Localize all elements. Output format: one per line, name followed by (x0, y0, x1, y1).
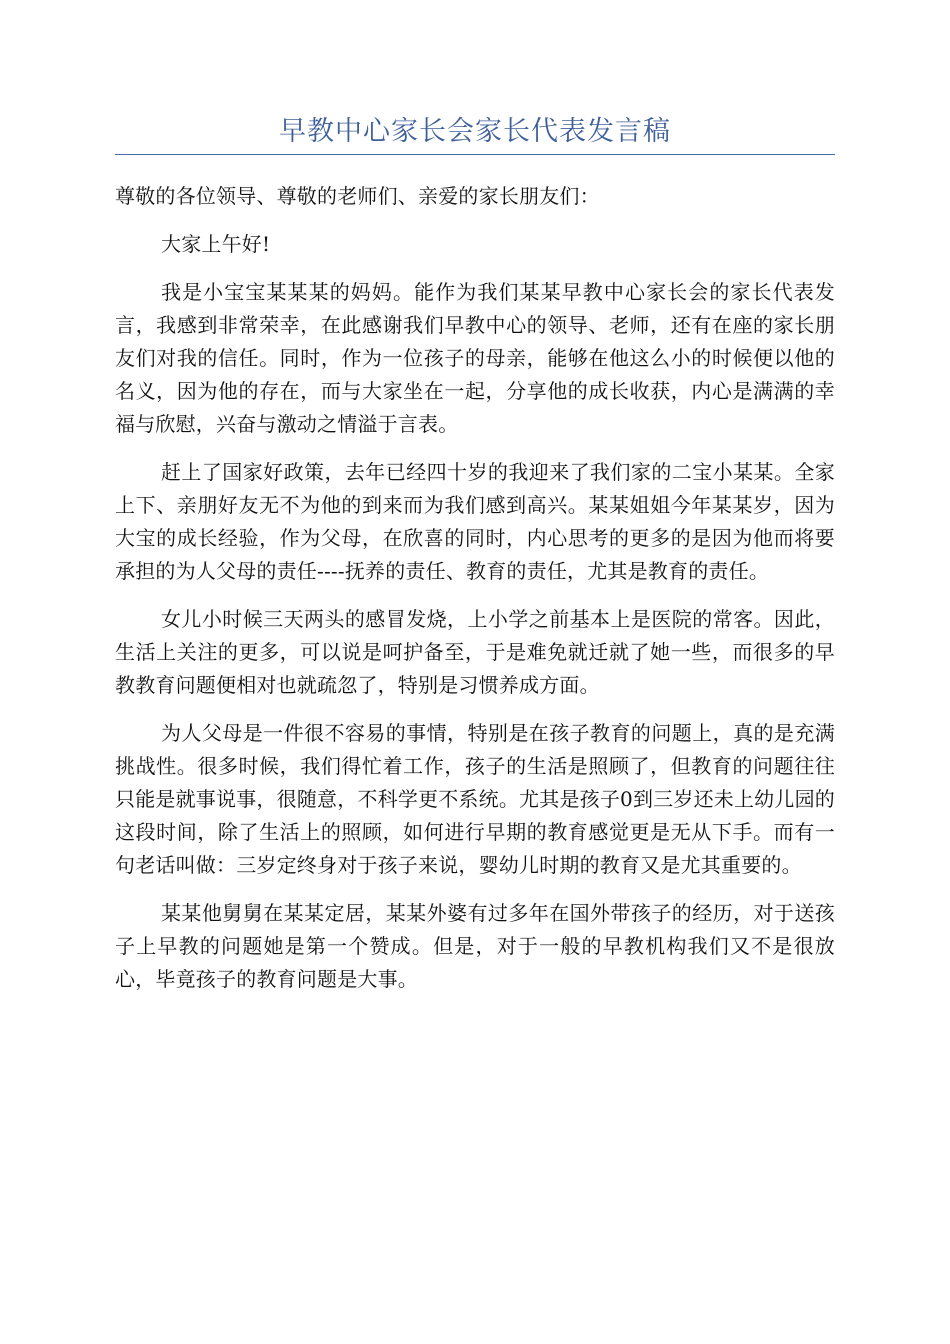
document-title: 早教中心家长会家长代表发言稿 (279, 116, 671, 147)
paragraph: 赶上了国家好政策，去年已经四十岁的我迎来了我们家的二宝小某某。全家上下、亲朋好友无不为他的到来而为我们感到高兴。某某姐姐今年某某岁，因为大宝的成长经验，作为父母，在欣喜的同时，内心思考的更多的是因为他而将要承担的为人父母的责任----抚养的责任、教育的责任，尤其是教育的责任。 (115, 460, 835, 583)
salutation: 尊敬的各位领导、尊敬的老师们、亲爱的家长朋友们： (115, 184, 600, 208)
paragraph: 为人父母是一件很不容易的事情，特别是在孩子教育的问题上，真的是充满挑战性。很多时候，我们得忙着工作，孩子的生活是照顾了，但教育的问题往往只能是就事说事，很随意，不科学更不系统。尤其是孩子0到三岁还未上幼儿园的这段时间，除了生活上的照顾，如何进行早期的教育感觉更是无从下手。而有一句老话叫做：三岁定终身对于孩子来说，婴幼儿时期的教育又是尤其重要的。 (115, 721, 835, 877)
document-body (115, 180, 835, 1011)
paragraph: 大家上午好! (161, 232, 271, 256)
paragraph: 女儿小时候三天两头的感冒发烧，上小学之前基本上是医院的常客。因此，生活上关注的更多，可以说是呵护备至，于是难免就迁就了她一些，而很多的早教教育问题便相对也就疏忽了，特别是习惯养成方面。 (115, 607, 835, 697)
paragraph: 我是小宝宝某某某的妈妈。能作为我们某某早教中心家长会的家长代表发言，我感到非常荣幸，在此感谢我们早教中心的领导、老师，还有在座的家长朋友们对我的信任。同时，作为一位孩子的母亲，能够在他这么小的时候便以他的名义，因为他的存在，而与大家坐在一起，分享他的成长收获，内心是满满的幸福与欣慰，兴奋与激动之情溢于言表。 (115, 280, 835, 436)
title-divider (115, 154, 835, 155)
paragraph: 某某他舅舅在某某定居，某某外婆有过多年在国外带孩子的经历，对于送孩子上早教的问题她是第一个赞成。但是，对于一般的早教机构我们又不是很放心，毕竟孩子的教育问题是大事。 (115, 901, 835, 991)
